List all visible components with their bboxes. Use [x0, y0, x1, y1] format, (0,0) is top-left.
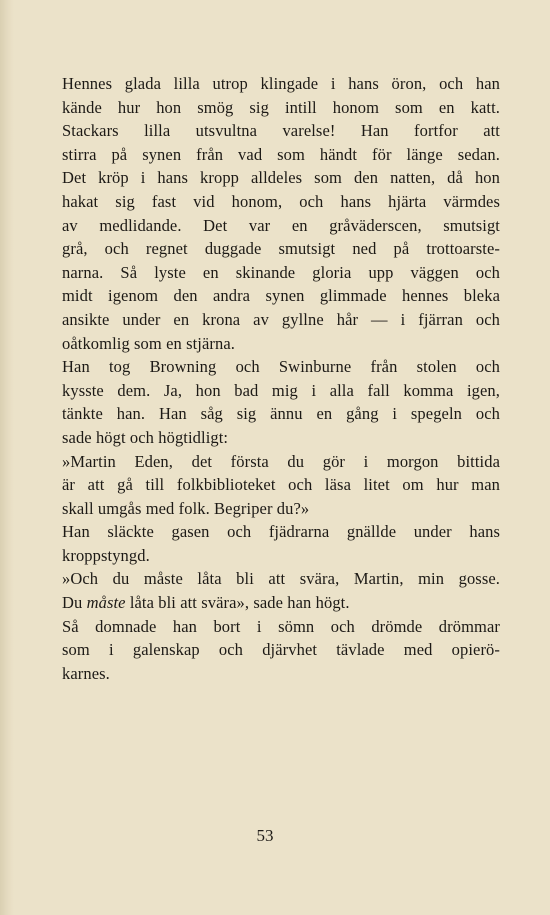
- text-line: »Martin Eden, det första du gör i morgon bittida: [62, 451, 500, 471]
- text-line: kysste dem. Ja, hon bad mig i alla fall komma igen,: [62, 380, 500, 400]
- text-line: kände hur hon smög sig intill honom som en katt.: [62, 97, 500, 117]
- paragraph-6: [62, 615, 500, 686]
- text-line: [62, 591, 500, 615]
- text-line: Så domnade han bort i sömn och drömde drömmar: [62, 616, 500, 636]
- page-number: 53: [256, 826, 274, 845]
- text-line: oåtkomlig som en stjärna.: [62, 333, 235, 353]
- text-line: är att gå till folkbiblioteket och läsa litet om hur man: [62, 475, 500, 495]
- text-line: Det kröp i hans kropp alldeles som den natten, då hon: [62, 168, 500, 188]
- body-text: [62, 72, 500, 685]
- text-line: grå, och regnet duggade smutsigt ned på trottoarste-: [62, 239, 500, 259]
- text-line: narna. Så lyste en skinande gloria upp väggen och: [62, 262, 500, 282]
- text-line: »Och du måste låta bli att svära, Martin, min gosse.: [62, 569, 500, 589]
- text-line: karnes.: [62, 663, 110, 683]
- text-line: av medlidande. Det var en gråväderscen, smutsigt: [62, 215, 500, 235]
- text-line: Han tog Browning och Swinburne från stolen och: [62, 357, 500, 377]
- text-line: midt igenom den andra synen glimmade hennes bleka: [62, 286, 500, 306]
- page-edge: [0, 0, 14, 915]
- paragraph-2: [62, 355, 500, 449]
- paragraph-4: [62, 520, 500, 567]
- text-line: hakat sig fast vid honom, och hans hjärta värmdes: [62, 191, 500, 211]
- paragraph-3: [62, 450, 500, 521]
- emphasis-word: måste: [86, 593, 126, 613]
- text-line: kroppstyngd.: [62, 545, 150, 565]
- text-line: stirra på synen från vad som händt för länge sedan.: [62, 144, 500, 164]
- text-line: Han släckte gasen och fjädrarna gnällde under hans: [62, 522, 500, 542]
- text-line: skall umgås med folk. Begriper du?»: [62, 498, 310, 518]
- text-line: tänkte han. Han såg sig ännu en gång i spegeln och: [62, 404, 500, 424]
- text-segment: Du: [62, 593, 87, 613]
- text-line: Stackars lilla utsvultna varelse! Han fortfor att: [62, 121, 500, 141]
- text-line: Hennes glada lilla utrop klingade i hans öron, och han: [62, 74, 500, 93]
- text-line: som i galenskap och djärvhet tävlade med opierö-: [62, 640, 500, 660]
- text-line: ansikte under en krona av gyllne hår — i fjärran och: [62, 309, 500, 329]
- text-line: sade högt och högtidligt:: [62, 427, 229, 447]
- text-segment: låta bli att svära», sade han högt.: [125, 593, 350, 613]
- paragraph-5: [62, 567, 500, 614]
- paragraph-1: [62, 72, 500, 355]
